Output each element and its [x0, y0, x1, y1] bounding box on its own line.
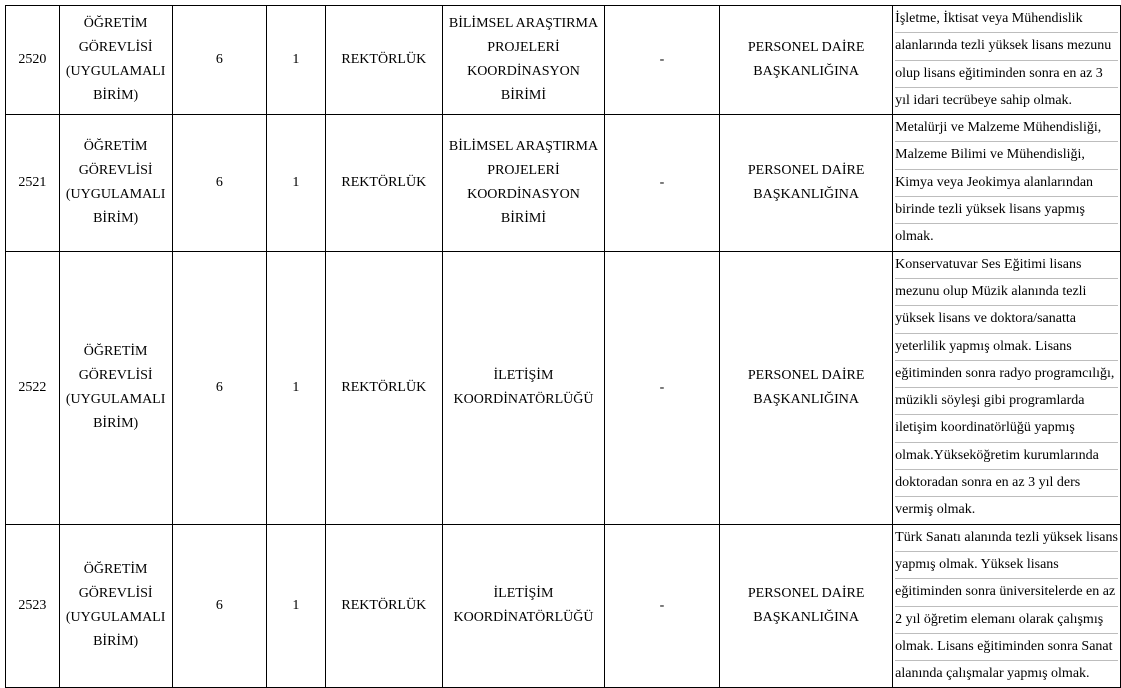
- position-title: ÖĞRETİM GÖREVLİSİ (UYGULAMALI BİRİM): [59, 524, 172, 688]
- faculty: REKTÖRLÜK: [325, 6, 443, 115]
- requirements: Metalürji ve Malzeme Mühendisliği, Malzeme Bilimi ve Mühendisliği, Kimya veya Jeokimya alanlarından birinde tezli yüksek lisans yapmış olmak.: [893, 115, 1121, 251]
- position-title: ÖĞRETİM GÖREVLİSİ (UYGULAMALI BİRİM): [59, 6, 172, 115]
- field: -: [604, 6, 719, 115]
- position-title: ÖĞRETİM GÖREVLİSİ (UYGULAMALI BİRİM): [59, 251, 172, 524]
- count: 1: [267, 6, 325, 115]
- faculty: REKTÖRLÜK: [325, 115, 443, 251]
- requirements: İşletme, İktisat veya Mühendislik alanlarında tezli yüksek lisans mezunu olup lisans eğitiminden sonra en az 3 yıl idari tecrübeye sahip olmak.: [893, 6, 1121, 115]
- faculty: REKTÖRLÜK: [325, 251, 443, 524]
- field: -: [604, 524, 719, 688]
- degree: 6: [172, 6, 267, 115]
- count: 1: [267, 524, 325, 688]
- position-number: 2521: [6, 115, 60, 251]
- application-office: PERSONEL DAİRE BAŞKANLIĞINA: [720, 6, 893, 115]
- requirements: Konservatuvar Ses Eğitimi lisans mezunu olup Müzik alanında tezli yüksek lisans ve doktora/sanatta yeterlilik yapmış olmak. Lisans eğitiminden sonra radyo programcılığı, müzikli söyleşi gibi programlarda iletişim koordinatörlüğü yapmış olmak.Yükseköğretim kurumlarında doktoradan sonra en az 3 yıl ders vermiş olmak.: [893, 251, 1121, 524]
- count: 1: [267, 115, 325, 251]
- position-number: 2520: [6, 6, 60, 115]
- position-number: 2523: [6, 524, 60, 688]
- table-row: [6, 524, 1121, 688]
- table-row: [6, 115, 1121, 251]
- staff-positions-table: [5, 5, 1121, 688]
- field: -: [604, 115, 719, 251]
- degree: 6: [172, 251, 267, 524]
- department: BİLİMSEL ARAŞTIRMA PROJELERİ KOORDİNASYON BİRİMİ: [443, 6, 605, 115]
- faculty: REKTÖRLÜK: [325, 524, 443, 688]
- application-office: PERSONEL DAİRE BAŞKANLIĞINA: [720, 115, 893, 251]
- degree: 6: [172, 115, 267, 251]
- department: BİLİMSEL ARAŞTIRMA PROJELERİ KOORDİNASYON BİRİMİ: [443, 115, 605, 251]
- table-row: [6, 6, 1121, 115]
- count: 1: [267, 251, 325, 524]
- department: İLETİŞİM KOORDİNATÖRLÜĞÜ: [443, 251, 605, 524]
- table-body: [6, 6, 1121, 688]
- degree: 6: [172, 524, 267, 688]
- application-office: PERSONEL DAİRE BAŞKANLIĞINA: [720, 251, 893, 524]
- position-number: 2522: [6, 251, 60, 524]
- requirements: Türk Sanatı alanında tezli yüksek lisans yapmış olmak. Yüksek lisans eğitiminden sonra üniversitelerde en az 2 yıl öğretim elemanı olarak çalışmış olmak. Lisans eğitiminden sonra Sanat alanında çalışmalar yapmış olmak.: [893, 524, 1121, 688]
- application-office: PERSONEL DAİRE BAŞKANLIĞINA: [720, 524, 893, 688]
- field: -: [604, 251, 719, 524]
- department: İLETİŞİM KOORDİNATÖRLÜĞÜ: [443, 524, 605, 688]
- position-title: ÖĞRETİM GÖREVLİSİ (UYGULAMALI BİRİM): [59, 115, 172, 251]
- table-row: [6, 251, 1121, 524]
